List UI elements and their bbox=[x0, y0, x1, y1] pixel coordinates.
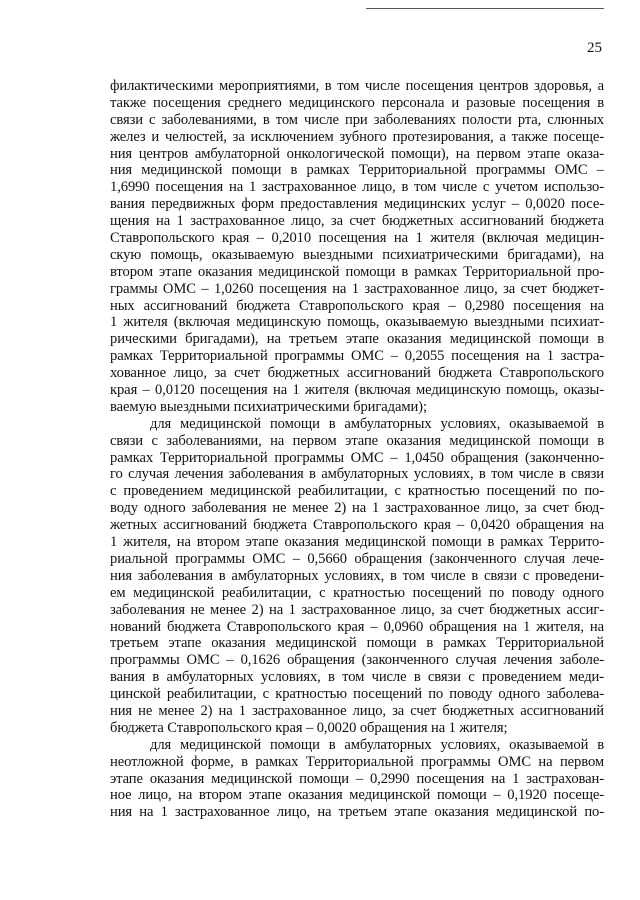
text-line: с проведением медицинской реабилитации, с кратностью посещений по по- bbox=[110, 483, 604, 500]
paragraph-continuation bbox=[110, 78, 604, 416]
text-line: программы ОМС – 0,1626 обращения (законченного случая лечения заболе- bbox=[110, 652, 604, 669]
text-line: ния не менее 2) на 1 застрахованное лицо, за счет бюджетных ассигнований bbox=[110, 702, 604, 719]
text-line: 1 жителя, на втором этапе оказания медицинской помощи в рамках Террито- bbox=[110, 534, 604, 551]
text-line: третьем этапе оказания медицинской помощи в рамках Территориальной bbox=[110, 635, 604, 652]
text-line: неотложной форме, в рамках Территориальной программы ОМС на первом bbox=[110, 753, 604, 770]
text-line: скую помощь, оказываемую выездными психиатрическими бригадами), на bbox=[110, 246, 604, 263]
text-line: также посещения среднего медицинского персонала и разовые посещения в bbox=[110, 94, 604, 111]
text-line: ных ассигнований бюджета Ставропольского края – 0,2980 посещения на bbox=[110, 297, 604, 314]
text-line: ное лицо, на втором этапе оказания медицинской помощи – 0,1920 посеще- bbox=[110, 787, 604, 804]
text-line: ния медицинской помощи в рамках Территориальной программы ОМС – bbox=[110, 162, 604, 179]
text-line: 1 жителя (включая медицинскую помощь, оказываемую выездными психиат- bbox=[110, 314, 604, 331]
text-line: нований бюджета Ставропольского края – 0,0960 обращения на 1 жителя, на bbox=[110, 618, 604, 635]
text-line: вания передвижных форм предоставления медицинских услуг – 0,0020 посе- bbox=[110, 196, 604, 213]
text-line: для медицинской помощи в амбулаторных условиях, оказываемой в bbox=[150, 415, 604, 432]
text-line: 1,6990 посещения на 1 застрахованное лицо, в том числе с учетом использо- bbox=[110, 179, 604, 196]
text-line: связи с заболеваниями, на первом этапе оказания медицинской помощи в bbox=[110, 432, 604, 449]
document-body bbox=[110, 78, 604, 821]
paragraph-ambulatory-urgent bbox=[110, 737, 604, 821]
text-line: желез и челюстей, за исключением зубного протезирования, а также посеще- bbox=[110, 128, 604, 145]
text-line: го случая лечения заболевания в амбулаторных условиях, в том числе в связи bbox=[110, 466, 604, 483]
text-line: граммы ОМС – 1,0260 посещения на 1 застрахованное лицо, за счет бюджет- bbox=[110, 280, 604, 297]
text-line: риальной программы ОМС – 0,5660 обращения (законченного случая лече- bbox=[110, 550, 604, 567]
text-line: жетных ассигнований бюджета Ставропольского края – 0,0420 обращения на bbox=[110, 517, 604, 534]
text-line: вания в амбулаторных условиях, в том числе в связи с проведением меди- bbox=[110, 669, 604, 686]
text-line: ваемую выездными психиатрическими бригадами); bbox=[110, 398, 427, 415]
text-line: связи с заболеваниями, в том числе при заболеваниях полости рта, слюнных bbox=[110, 111, 604, 128]
text-line: края – 0,0120 посещения на 1 жителя (включая медицинскую помощь, оказы- bbox=[110, 382, 604, 399]
text-line: этапе оказания медицинской помощи – 0,2990 посещения на 1 застрахован- bbox=[110, 770, 604, 787]
text-line: Ставропольского края – 0,2010 посещения на 1 жителя (включая медицин- bbox=[110, 230, 604, 247]
text-line: рамках Территориальной программы ОМС – 0,2055 посещения на 1 застра- bbox=[110, 348, 604, 365]
page-number: 25 bbox=[587, 40, 602, 56]
text-line: ния заболевания в амбулаторных условиях, в том числе в связи с проведени- bbox=[110, 567, 604, 584]
text-line: щения на 1 застрахованное лицо, за счет бюджетных ассигнований бюджета bbox=[110, 213, 604, 230]
text-line: бюджета Ставропольского края – 0,0020 обращения на 1 жителя; bbox=[110, 719, 508, 736]
text-line: втором этапе оказания медицинской помощи в рамках Территориальной про- bbox=[110, 263, 604, 280]
text-line: заболевания не менее 2) на 1 застрахованное лицо, за счет бюджетных ассиг- bbox=[110, 601, 604, 618]
text-line: цинской реабилитации, с кратностью посещений по поводу одного заболева- bbox=[110, 686, 604, 703]
text-line: хованное лицо, за счет бюджетных ассигнований бюджета Ставропольского bbox=[110, 365, 604, 382]
text-line: воду одного заболевания не менее 2) на 1 застрахованное лицо, за счет бюд- bbox=[110, 500, 604, 517]
text-line: ем медицинской реабилитации, с кратностью посещений по поводу одного bbox=[110, 584, 604, 601]
top-rule bbox=[366, 8, 604, 9]
text-line: филактическими мероприятиями, в том числе посещения центров здоровья, а bbox=[110, 78, 604, 94]
paragraph-ambulatory-diseases bbox=[110, 416, 604, 737]
text-line: рамках Территориальной программы ОМС – 1,0450 обращения (законченно- bbox=[110, 449, 604, 466]
text-line: рическими бригадами), на третьем этапе оказания медицинской помощи в bbox=[110, 331, 604, 348]
text-line: ния центров амбулаторной онкологической помощи), на первом этапе оказа- bbox=[110, 145, 604, 162]
text-line: для медицинской помощи в амбулаторных условиях, оказываемой в bbox=[150, 736, 604, 753]
text-line: ния на 1 застрахованное лицо, на третьем этапе оказания медицинской по- bbox=[110, 804, 604, 821]
